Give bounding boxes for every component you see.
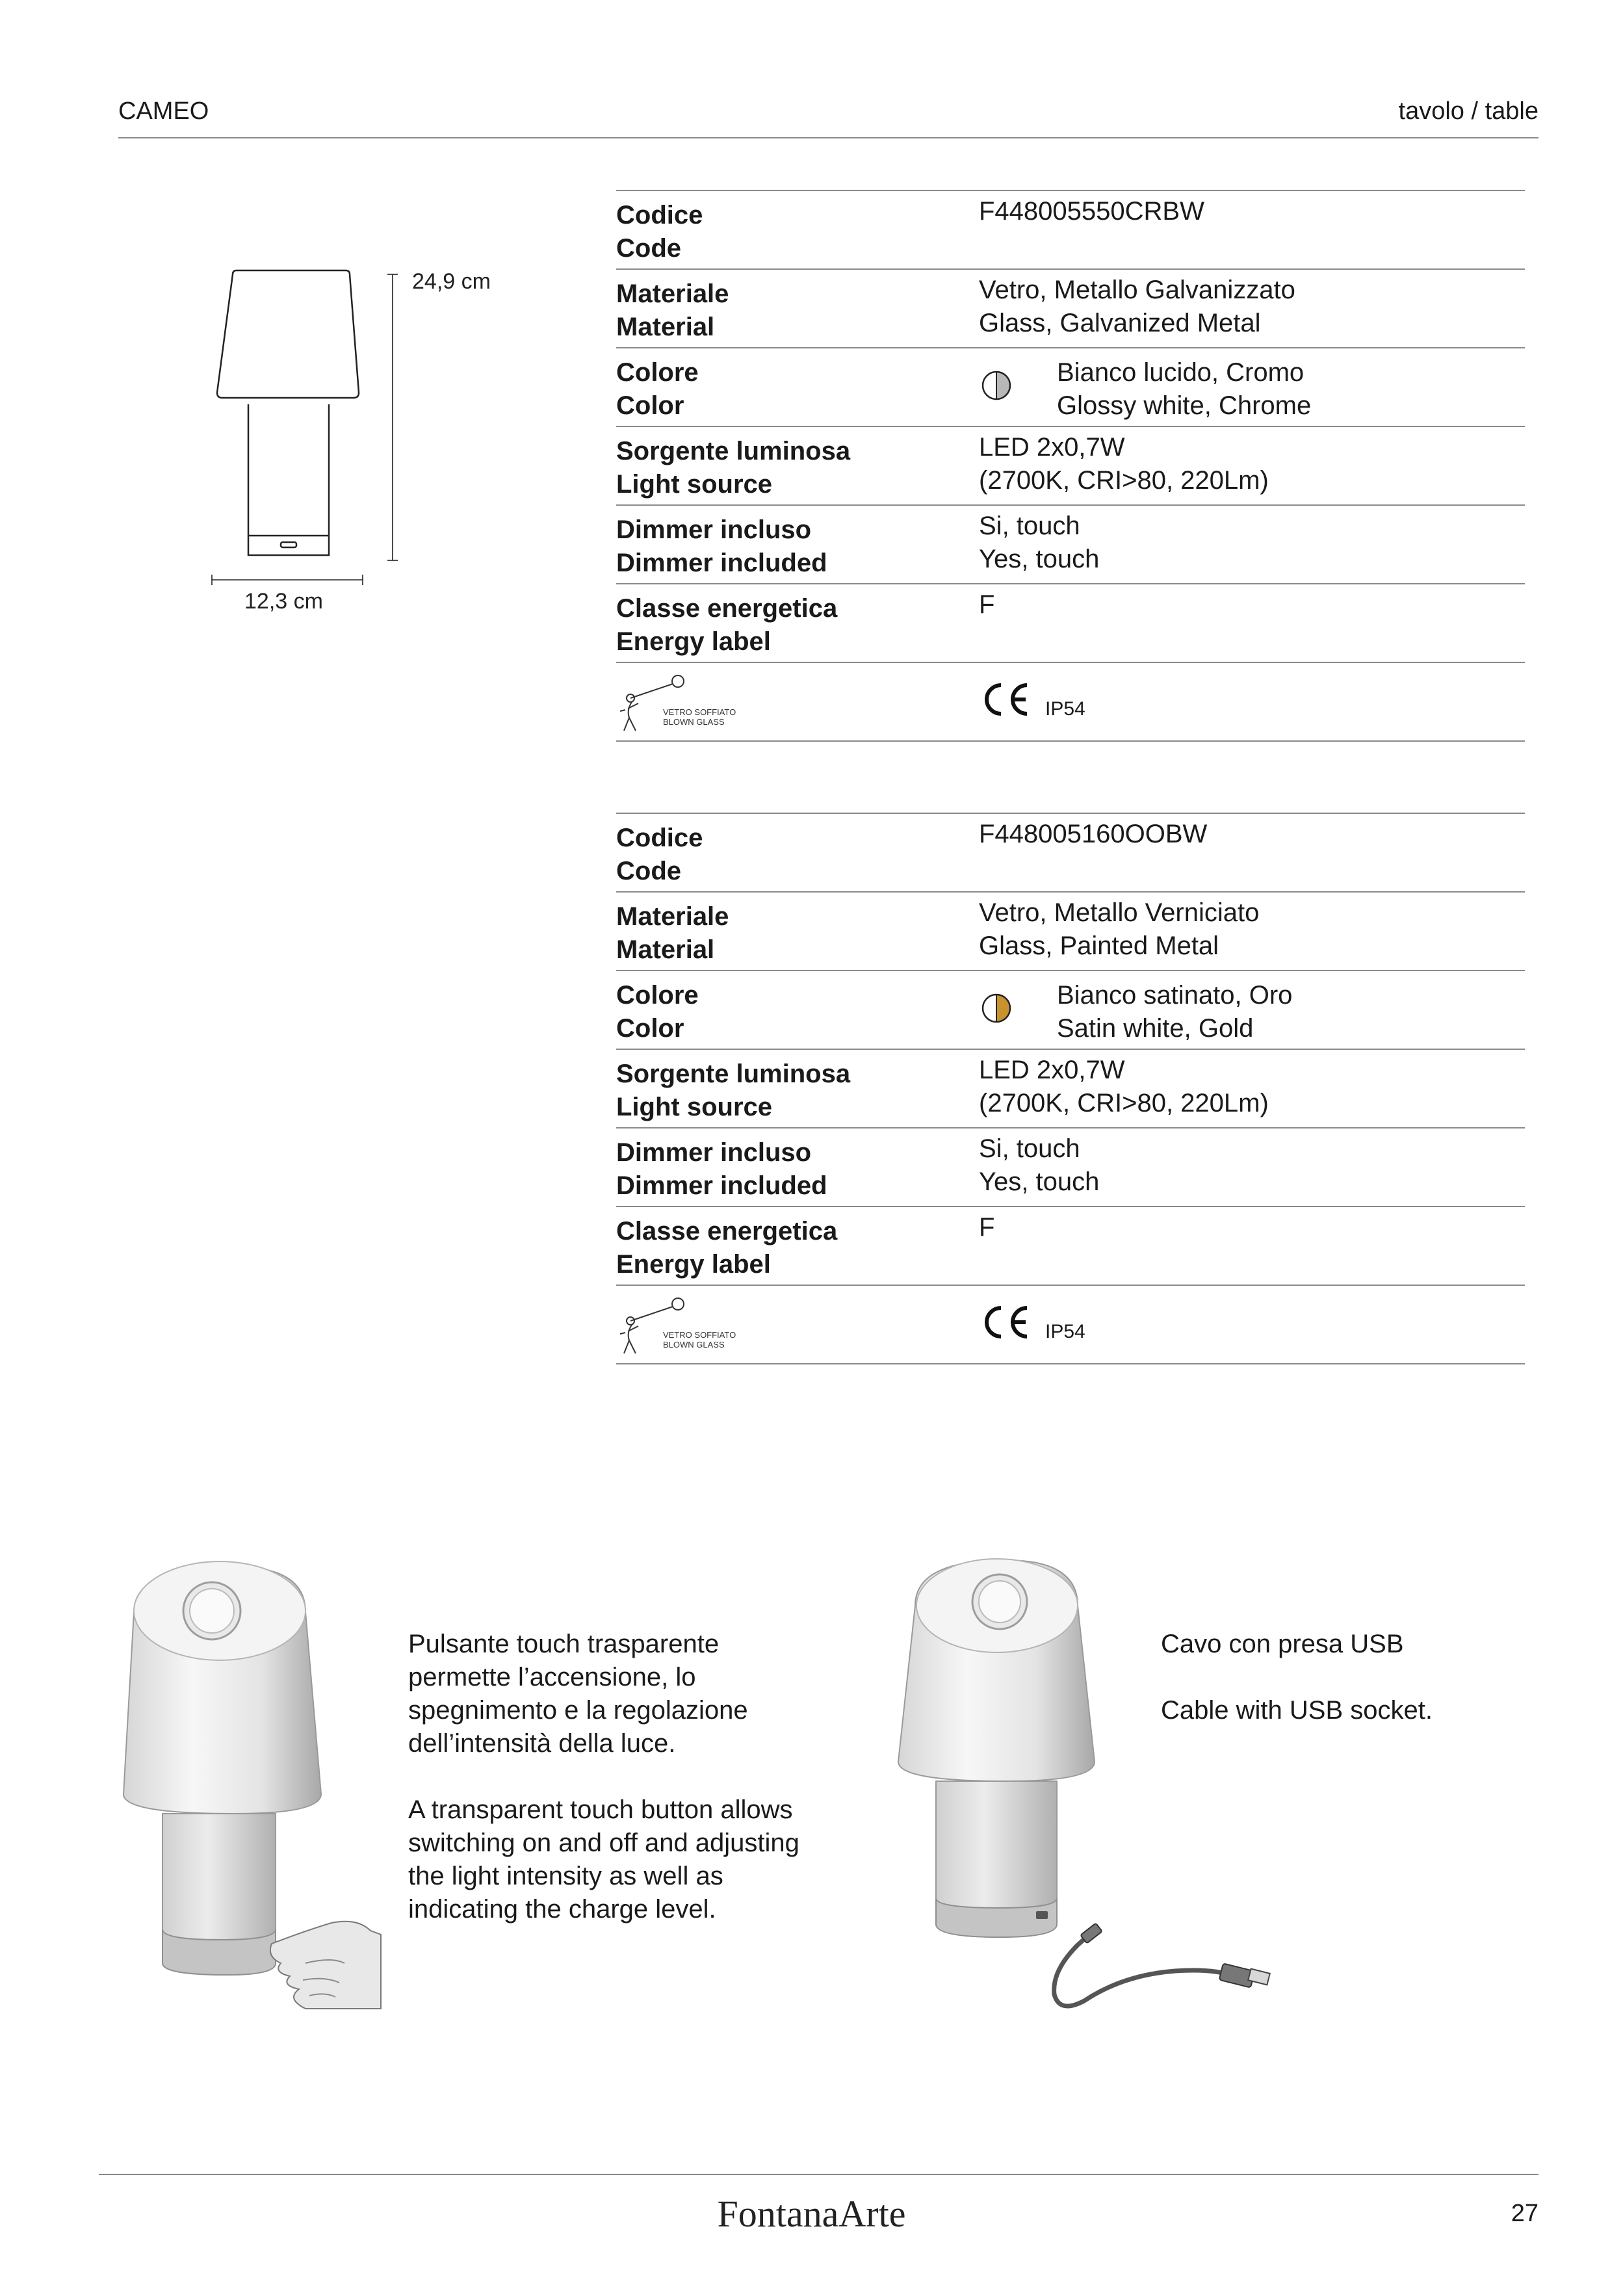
energy-value: F [979,1213,995,1242]
category: tavolo / table [1398,98,1539,125]
dimmer-row [616,1127,1525,1206]
feature-usb-text: Cavo con presa USB Cable with USB socket. [1161,1630,1433,1725]
light-source-label: Sorgente luminosa Light source [616,1060,851,1121]
lamp-touch-illustration [110,1541,383,2015]
color-row [616,347,1525,426]
energy-label: Classe energetica Energy label [616,594,838,656]
color-swatch-icon [981,993,1011,1023]
light-source-label: Sorgente luminosa Light source [616,437,851,499]
material-value: Vetro, Metallo Galvanizzato Glass, Galvanized Metal [979,276,1295,337]
spec-table-1 [616,190,1525,742]
material-value: Vetro, Metallo Verniciato Glass, Painted Metal [979,898,1260,960]
material-row [616,891,1525,970]
color-label: Colore Color [616,358,699,420]
code-label: Codice Code [616,201,703,263]
light-source-row [616,1049,1525,1127]
material-label: Materiale Material [616,902,729,964]
blown-glass-label: VETRO SOFFIATO BLOWN GLASS [663,1330,736,1350]
color-swatch-icon [981,371,1011,400]
brand-logo: FontanaArte [717,2193,906,2235]
header-rule [118,137,1539,138]
code-row [616,813,1525,891]
code-row [616,190,1525,268]
lamp-usb-illustration [889,1534,1279,2028]
light-source-value: LED 2x0,7W (2700K, CRI>80, 220Lm) [979,1056,1269,1117]
lamp-technical-drawing [195,260,409,598]
light-source-value: LED 2x0,7W (2700K, CRI>80, 220Lm) [979,433,1269,495]
ce-mark-icon [980,1303,1032,1342]
ip-rating: IP54 [1045,1321,1085,1342]
blown-glass-label: VETRO SOFFIATO BLOWN GLASS [663,707,736,727]
color-label: Colore Color [616,981,699,1043]
width-dimension: 12,3 cm [244,589,323,614]
ip-rating: IP54 [1045,698,1085,720]
swatch-right-half [996,372,1010,399]
dimmer-label: Dimmer incluso Dimmer included [616,515,827,577]
dimmer-value: Si, touch Yes, touch [979,512,1100,573]
material-row [616,268,1525,347]
dimmer-row [616,504,1525,583]
swatch-left-half [983,372,996,399]
feature-touch-text: Pulsante touch trasparente permette l’accensione, lo spegnimento e la regolazione dell’intensità della luce. A transparent touch button allows switching on and off and adjusting the light intensity as well as indicating the charge level. [408,1630,799,1924]
swatch-left-half [983,995,996,1022]
product-name: CAMEO [118,98,209,125]
certification-row [616,662,1525,742]
energy-row [616,1206,1525,1285]
color-value: Bianco satinato, Oro Satin white, Gold [1057,981,1293,1043]
swatch-right-half [996,995,1010,1022]
color-value: Bianco lucido, Cromo Glossy white, Chrome [1057,358,1312,420]
light-source-row [616,426,1525,504]
code-value: F448005160OOBW [979,820,1208,848]
code-value: F448005550CRBW [979,197,1204,226]
ce-mark-icon [980,680,1032,719]
page-number: 27 [1511,2200,1539,2227]
dimmer-label: Dimmer incluso Dimmer included [616,1138,827,1200]
material-label: Materiale Material [616,280,729,341]
certification-row [616,1285,1525,1364]
code-label: Codice Code [616,824,703,885]
footer-rule [99,2174,1539,2175]
energy-value: F [979,590,995,619]
spec-table-2 [616,813,1525,1364]
dimmer-value: Si, touch Yes, touch [979,1134,1100,1196]
energy-label: Classe energetica Energy label [616,1217,838,1279]
color-row [616,970,1525,1049]
energy-row [616,583,1525,662]
height-dimension: 24,9 cm [412,269,491,294]
